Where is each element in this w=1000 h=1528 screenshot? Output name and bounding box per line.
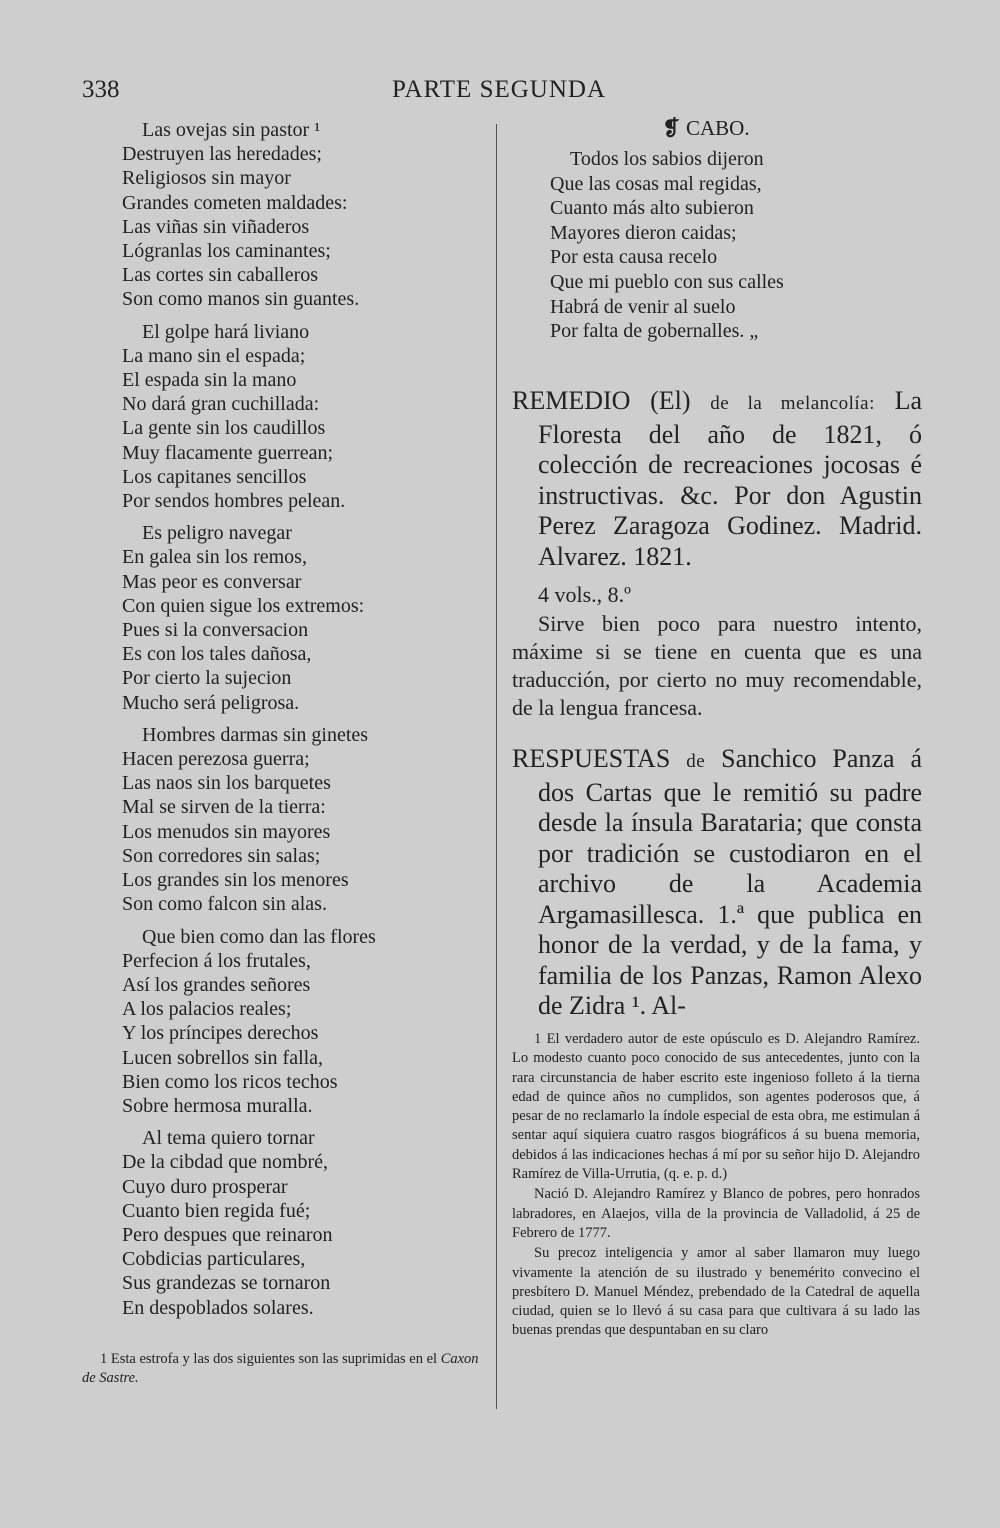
verse-line: Son como falcon sin alas. [122, 893, 327, 916]
cabo-verses [512, 147, 920, 344]
footnote-italic-title: Caxon de Sastre. [82, 1351, 479, 1386]
pilcrow-icon: ❡ [662, 116, 680, 140]
verse-line: Las cortes sin caballeros [122, 264, 319, 287]
stanza [122, 521, 492, 715]
footnote-paragraph: 1 El verdadero autor de este opúsculo es D. Alejandro Ramírez. Lo modesto cuanto poco conocido de sus antecedentes, junto con la rara circunstancia de haber escrito este ingenioso folleto á la tierna edad de quince años no cumplidos, son agentes poderosos que, á pesar de no reclamarlo la índole especial de esta obra, me estimulan á sentar aquí siquiera cuatro rasgos biográficos á su buena memoria, debidos á las indicaciones hechas á mí por su señor hijo D. Alejandro Ramírez de Villa-Urrutia, (q. e. p. d.) [512, 1031, 920, 1183]
right-footnote [512, 1030, 920, 1342]
verse-line: Cuanto más alto subieron [550, 197, 754, 220]
verse-line: Hombres darmas sin ginetes [142, 723, 369, 746]
stanza [122, 723, 492, 917]
stanza [122, 320, 492, 514]
page-header [82, 76, 916, 110]
verse-line: Mucho será peligrosa. [122, 691, 300, 714]
verse-line: Perfecion á los frutales, [122, 949, 311, 972]
verse-line: Mal se sirven de la tierra: [122, 796, 326, 819]
verse-line: Grandes cometen maldades: [122, 191, 348, 214]
verse-line: Con quien sigue los extremos: [122, 594, 365, 617]
entry-description: Sirve bien poco para nuestro intento, máxime si se tiene en cuenta que es una traducción, por cierto no muy recomendable, de la lengua francesa. [512, 611, 922, 720]
verse-line: A los palacios reales; [122, 998, 292, 1021]
entry-remedio [512, 386, 922, 722]
verse-line: Los menudos sin mayores [122, 820, 331, 843]
verse-line: Todos los sabios dijeron [570, 148, 764, 170]
verse-line: Lógranlas los caminantes; [122, 240, 331, 263]
verse-line: Por esta causa recelo [550, 246, 718, 269]
verse-line: Sobre hermosa muralla. [122, 1094, 313, 1117]
entry-heading: RESPUESTAS de Sanchico Panza á dos Cartas que le remitió su padre desde la ínsula Barataria; que consta por tradición se custodiaron en el archivo de la Academia Argamasillesca. 1.ª que publica en honor de la verdad, y de la fama, y familia de los Panzas, Ramon Alexo de Zidra ¹. Al- [512, 744, 922, 1020]
verse-line: Hacen perezosa guerra; [122, 748, 310, 771]
page-number: 338 [82, 76, 120, 103]
verse-line: Bien como los ricos techos [122, 1070, 338, 1093]
verse-line: Lucen sobrellos sin falla, [122, 1046, 324, 1069]
verse-line: La gente sin los caudillos [122, 417, 326, 440]
verse-line: Pero despues que reinaron [122, 1223, 333, 1246]
stanza [122, 1126, 492, 1320]
entry-respuestas [512, 744, 922, 1022]
verse-line: En despoblados solares. [122, 1296, 314, 1319]
verse-line: Cobdicias particulares, [122, 1248, 306, 1271]
verse-line: Pues si la conversacion [122, 619, 309, 642]
verse-line: Sus grandezas se tornaron [122, 1272, 331, 1295]
verse-line: Por sendos hombres pelean. [122, 490, 346, 513]
verse-line: Son corredores sin salas; [122, 844, 321, 867]
stanza [122, 118, 492, 312]
verse-line: Destruyen las heredades; [122, 143, 322, 166]
column-divider [496, 124, 497, 1409]
footnote-text: Esta estrofa y las dos siguientes son las suprimidas en el [110, 1351, 438, 1367]
left-column-poem [122, 118, 492, 1328]
verse-line: Que bien como dan las flores [142, 925, 376, 948]
verse-line: Las viñas sin viñaderos [122, 215, 310, 238]
verse-line: Así los grandes señores [122, 973, 311, 996]
verse-line: Es peligro navegar [142, 522, 292, 545]
verse-line: Por cierto la sujecion [122, 667, 292, 690]
verse-line: Y los príncipes derechos [122, 1022, 319, 1045]
verse-line: Que las cosas mal regidas, [550, 172, 762, 195]
verse-line: Que mi pueblo con sus calles [550, 270, 784, 293]
verse-line: Al tema quiero tornar [142, 1127, 315, 1150]
running-head: PARTE SEGUNDA [391, 76, 607, 103]
stanza [122, 925, 492, 1119]
footnote-paragraph: Nació D. Alejandro Ramírez y Blanco de pobres, pero honrados labradores, en Alaejos, villa de la provincia de Valladolid, á 25 de Febrero de 1777. [512, 1186, 920, 1241]
cabo-title: ❡ CABO. [662, 116, 750, 140]
verse-line: Es con los tales dañosa, [122, 643, 312, 666]
verse-line: En galea sin los remos, [122, 546, 307, 569]
verse-line: Muy flacamente guerrean; [122, 441, 334, 464]
right-column-poem [512, 116, 920, 344]
footnote-marker: 1 [100, 1351, 108, 1367]
verse-line: El espada sin la mano [122, 369, 297, 392]
verse-line: Las ovejas sin pastor ¹ [142, 119, 321, 141]
verse-line: Mayores dieron caidas; [550, 221, 737, 244]
left-footnote [82, 1350, 486, 1388]
verse-line: De la cibdad que nombré, [122, 1151, 329, 1174]
entry-heading: REMEDIO (El) de la melancolía: La Floresta del año de 1821, ó colección de recreaciones jocosas é instructivas. &c. Por don Agustin Perez Zaragoza Godinez. Madrid. Alvarez. 1821. [512, 386, 922, 571]
verse-line: Habrá de venir al suelo [550, 295, 736, 318]
verse-line: Por falta de gobernalles. „ [550, 320, 759, 343]
entry-meta: 4 vols., 8.º [538, 582, 631, 607]
verse-line: No dará gran cuchillada: [122, 393, 320, 416]
verse-line: Religiosos sin mayor [122, 167, 291, 190]
footnote-paragraph: Su precoz inteligencia y amor al saber llamaron muy luego vivamente la atención de su ilustrado y benemérito convecino el presbítero D. Manuel Méndez, prebendado de la Catedral de aquella ciudad, quien se lo llevó á su casa para que cultivara á su lado las buenas prendas que despuntaban en su claro [512, 1245, 920, 1339]
verse-line: Los capitanes sencillos [122, 465, 307, 488]
verse-line: Los grandes sin los menores [122, 869, 349, 892]
verse-line: La mano sin el espada; [122, 344, 306, 367]
verse-line: El golpe hará liviano [142, 320, 310, 343]
verse-line: Cuyo duro prosperar [122, 1175, 288, 1198]
verse-line: Son como manos sin guantes. [122, 288, 360, 311]
verse-line: Cuanto bien regida fué; [122, 1199, 311, 1222]
verse-line: Mas peor es conversar [122, 570, 302, 593]
verse-line: Las naos sin los barquetes [122, 772, 331, 795]
